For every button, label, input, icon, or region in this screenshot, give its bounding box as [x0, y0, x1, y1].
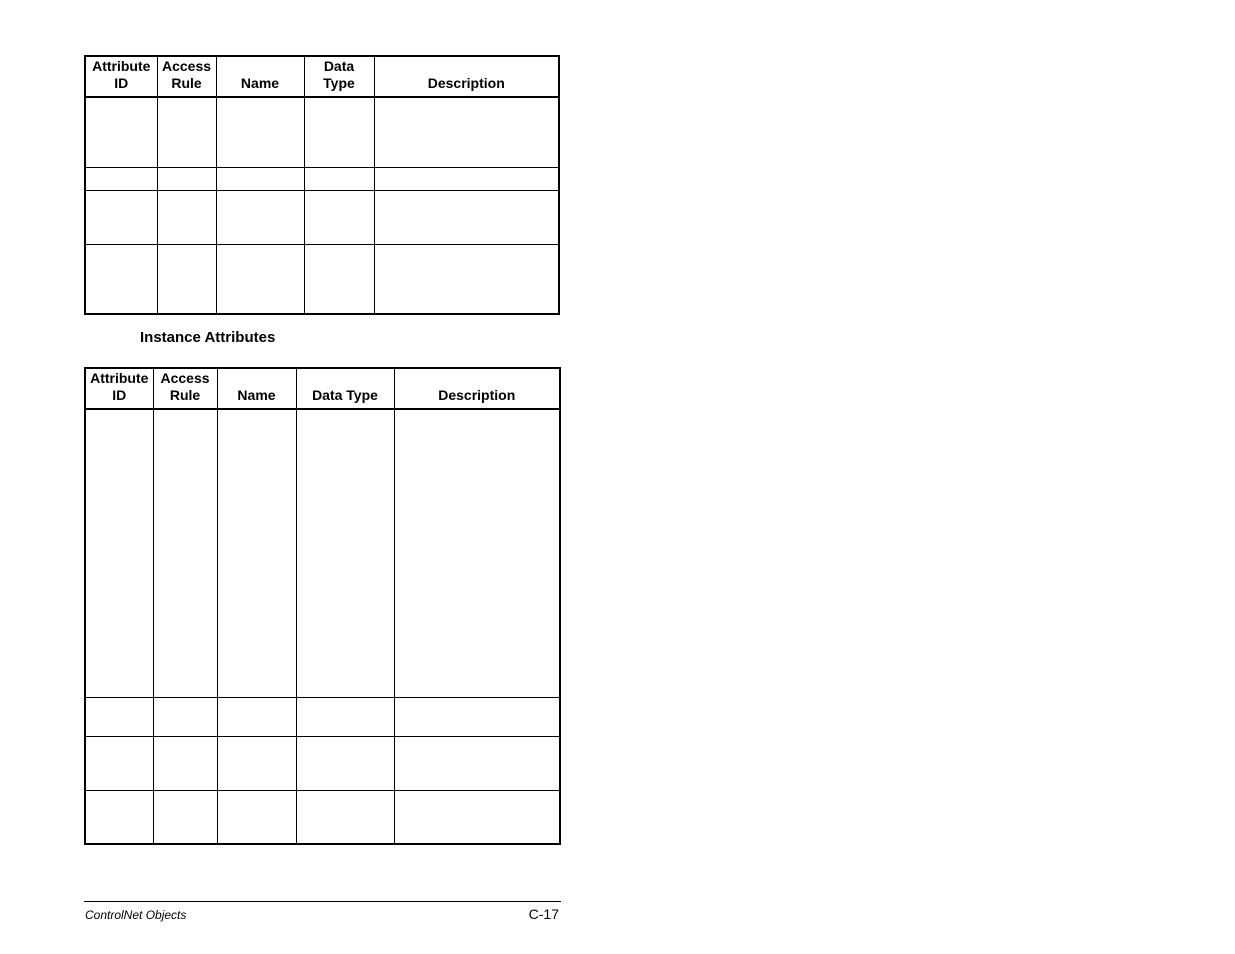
table-row	[85, 97, 559, 167]
header-attribute-id: Attribute ID	[85, 368, 153, 409]
header-attribute-id: Attribute ID	[85, 56, 157, 97]
header-description: Description	[374, 56, 559, 97]
table-row	[85, 190, 559, 244]
footer-divider	[84, 901, 561, 902]
header-name: Name	[217, 368, 296, 409]
header-name: Name	[216, 56, 304, 97]
header-row	[85, 368, 560, 409]
table-row	[85, 697, 560, 736]
instance-attributes-heading: Instance Attributes	[140, 329, 276, 346]
instance-attributes-table	[84, 367, 561, 845]
header-access-rule: Access Rule	[153, 368, 217, 409]
table-row	[85, 736, 560, 790]
header-access-rule: Access Rule	[157, 56, 216, 97]
header-data-type: Data Type	[296, 368, 394, 409]
footer-section-title: ControlNet Objects	[85, 908, 187, 922]
table-row	[85, 409, 560, 697]
table-row	[85, 167, 559, 190]
header-row	[85, 56, 559, 97]
class-attributes-table	[84, 55, 560, 315]
table-row	[85, 790, 560, 844]
header-description: Description	[394, 368, 560, 409]
footer-page-number: C-17	[528, 906, 559, 922]
table-row	[85, 244, 559, 314]
header-data-type: Data Type	[304, 56, 374, 97]
